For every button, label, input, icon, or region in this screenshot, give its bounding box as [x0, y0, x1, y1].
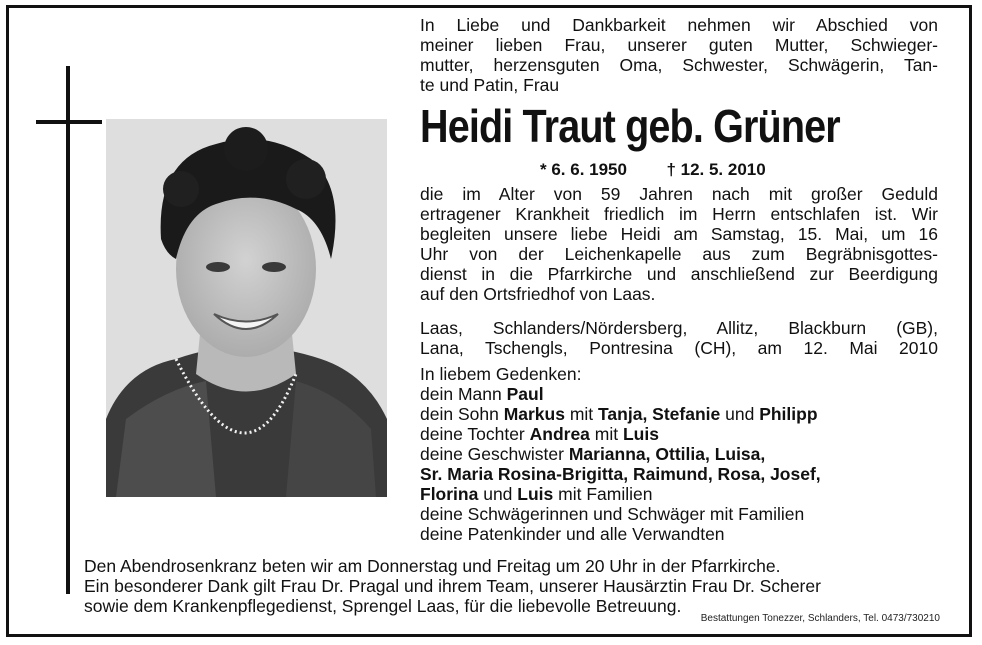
intro-text: [420, 15, 938, 95]
death-date: † 12. 5. 2010: [666, 160, 766, 179]
funeral-home-credit: Bestattungen Tonezzer, Schlanders, Tel. 0473/730210: [700, 613, 940, 624]
closing-line: sowie dem Krankenpflegedienst, Sprengel Laas, für die liebevolle Betreuung.: [84, 596, 682, 616]
intro-line: meiner lieben Frau, unserer guten Mutter, Schwieger-: [420, 35, 938, 55]
paragraph-line: dienst in die Pfarrkirche und anschließend zur Beerdigung: [420, 264, 938, 284]
announcement-paragraph: [420, 184, 938, 304]
mourner-line: dein Sohn Markus mit Tanja, Stefanie und Philipp: [420, 404, 818, 424]
mourner-line: deine Patenkinder und alle Verwandten: [420, 524, 725, 544]
mourner-line: Sr. Maria Rosina-Brigitta, Raimund, Rosa, Josef,: [420, 464, 821, 484]
cross-icon-vertical: [66, 66, 70, 594]
closing-line: Den Abendrosenkranz beten wir am Donnerstag und Freitag um 20 Uhr in der Pfarrkirche.: [84, 556, 781, 576]
portrait-photo: [106, 119, 387, 497]
mourner-line: deine Schwägerinnen und Schwäger mit Familien: [420, 504, 805, 524]
places-line: Laas, Schlanders/Nördersberg, Allitz, Blackburn (GB),: [420, 318, 938, 338]
cross-icon-horizontal: [36, 120, 102, 124]
portrait-illustration: [106, 119, 387, 497]
paragraph-line: ertragener Krankheit friedlich im Herrn entschlafen ist. Wir: [420, 204, 938, 224]
mourner-line: deine Tochter Andrea mit Luis: [420, 424, 659, 444]
mourner-line: deine Geschwister Marianna, Ottilia, Luisa,: [420, 444, 766, 464]
places-line: Lana, Tschengls, Pontresina (CH), am 12. Mai 2010: [420, 338, 938, 358]
gedenken-heading: In liebem Gedenken:: [420, 364, 582, 384]
mourners-list: [420, 364, 940, 544]
mourner-line: dein Mann Paul: [420, 384, 544, 404]
birth-date: * 6. 6. 1950: [540, 160, 627, 179]
paragraph-line: Uhr von der Leichenkapelle aus zum Begräbnisgottes-: [420, 244, 938, 264]
closing-text: [84, 556, 940, 616]
intro-line: te und Patin, Frau: [420, 75, 560, 95]
paragraph-line: auf den Ortsfriedhof von Laas.: [420, 284, 656, 304]
paragraph-line: begleiten unsere liebe Heidi am Samstag, 15. Mai, um 16: [420, 224, 938, 244]
life-dates: [540, 160, 766, 180]
closing-line: Ein besonderer Dank gilt Frau Dr. Pragal und ihrem Team, unserer Hausärztin Frau Dr. Scherer: [84, 576, 821, 596]
intro-line: mutter, herzensguten Oma, Schwester, Schwägerin, Tan-: [420, 55, 938, 75]
paragraph-line: die im Alter von 59 Jahren nach mit großer Geduld: [420, 184, 938, 204]
deceased-name: Heidi Traut geb. Grüner: [420, 100, 840, 152]
mourner-line: Florina und Luis mit Familien: [420, 484, 653, 504]
intro-line: In Liebe und Dankbarkeit nehmen wir Abschied von: [420, 15, 938, 35]
places-and-date: [420, 318, 938, 358]
